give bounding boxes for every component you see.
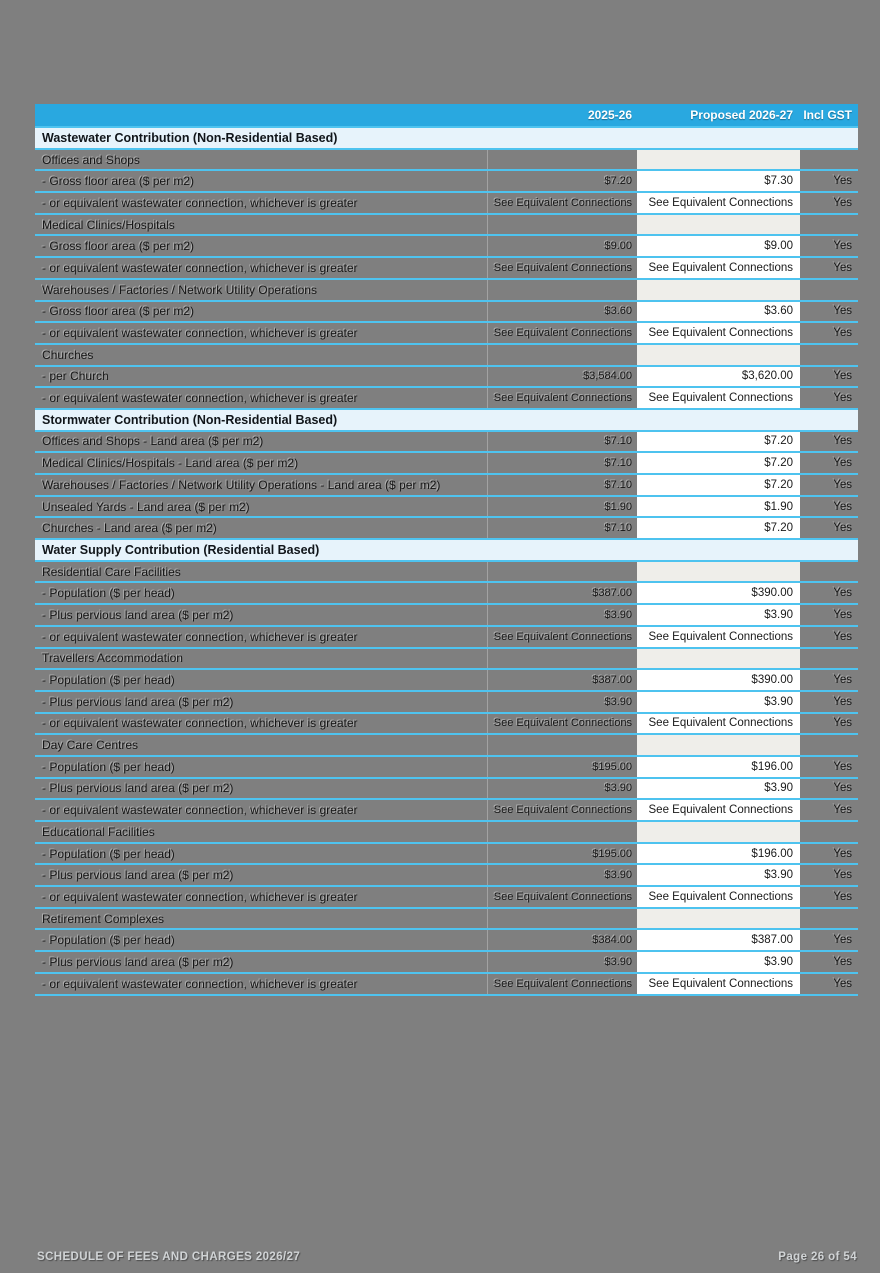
fee-proposed-2026-27-value: $7.20 — [637, 518, 800, 538]
fee-description: - Plus pervious land area ($ per m2) — [35, 605, 488, 625]
fee-incl-gst-flag: Yes — [833, 522, 852, 535]
fee-2025-26-value: See Equivalent Connections — [493, 630, 632, 643]
fee-proposed-2026-27-value: $390.00 — [637, 583, 800, 603]
fee-2025-26-value — [488, 150, 637, 170]
fee-incl-gst-flag: Yes — [833, 457, 852, 470]
fee-description: - Population ($ per head) — [35, 844, 488, 864]
fee-2025-26-value — [488, 345, 637, 365]
fee-2025-26-value: $7.10 — [604, 457, 632, 470]
fee-row — [35, 974, 858, 996]
fee-row — [35, 518, 858, 540]
fee-incl-gst-flag: Yes — [833, 717, 852, 730]
fee-description: - or equivalent wastewater connection, whichever is greater — [35, 388, 488, 408]
fee-row — [35, 757, 858, 779]
fee-proposed-2026-27-value: See Equivalent Connections — [637, 388, 800, 408]
fee-2025-26-value: See Equivalent Connections — [493, 327, 632, 340]
fee-row — [35, 844, 858, 866]
fee-2025-26-value: See Equivalent Connections — [493, 392, 632, 405]
category-label: Offices and Shops — [35, 150, 488, 170]
fee-incl-gst-flag — [800, 735, 858, 755]
fee-2025-26-value: $384.00 — [592, 934, 632, 947]
fee-incl-gst-flag: Yes — [833, 695, 852, 708]
fee-incl-gst-flag: Yes — [833, 608, 852, 621]
fee-description: - Plus pervious land area ($ per m2) — [35, 865, 488, 885]
fee-2025-26-value: $3,584.00 — [583, 370, 632, 383]
fee-proposed-2026-27-value: See Equivalent Connections — [637, 627, 800, 647]
fee-2025-26-value — [488, 649, 637, 669]
fee-proposed-2026-27-value: $7.20 — [637, 475, 800, 495]
fee-proposed-2026-27-value: $7.20 — [637, 453, 800, 473]
fee-2025-26-value: $3.90 — [604, 695, 632, 708]
fee-description: - Population ($ per head) — [35, 757, 488, 777]
fee-description: - or equivalent wastewater connection, whichever is greater — [35, 258, 488, 278]
fee-incl-gst-flag: Yes — [833, 478, 852, 491]
category-row — [35, 735, 858, 757]
fee-description: Offices and Shops - Land area ($ per m2) — [35, 432, 488, 452]
fee-description: - Population ($ per head) — [35, 930, 488, 950]
fee-row — [35, 171, 858, 193]
fee-row — [35, 865, 858, 887]
fee-2025-26-value: $7.10 — [604, 522, 632, 535]
fee-incl-gst-flag: Yes — [833, 890, 852, 903]
fee-2025-26-value — [488, 562, 637, 582]
column-header-incl-gst: Incl GST — [803, 108, 852, 122]
fee-row — [35, 475, 858, 497]
fee-row — [35, 779, 858, 801]
category-row — [35, 150, 858, 172]
fee-proposed-2026-27-value: $3,620.00 — [637, 367, 800, 387]
fee-proposed-2026-27-value: See Equivalent Connections — [637, 714, 800, 734]
fee-incl-gst-flag — [800, 909, 858, 929]
fee-2025-26-value: See Equivalent Connections — [493, 890, 632, 903]
fee-row — [35, 302, 858, 324]
fee-2025-26-value: $3.90 — [604, 782, 632, 795]
fee-description: - Population ($ per head) — [35, 583, 488, 603]
fee-incl-gst-flag: Yes — [833, 435, 852, 448]
fee-proposed-2026-27-value: $387.00 — [637, 930, 800, 950]
fee-description: - Gross floor area ($ per m2) — [35, 171, 488, 191]
fee-2025-26-value: See Equivalent Connections — [493, 977, 632, 990]
fee-incl-gst-flag: Yes — [833, 804, 852, 817]
fee-row — [35, 432, 858, 454]
fee-proposed-2026-27-value: $390.00 — [637, 670, 800, 690]
fee-description: - or equivalent wastewater connection, whichever is greater — [35, 974, 488, 994]
fee-description: - per Church — [35, 367, 488, 387]
fee-row — [35, 236, 858, 258]
fee-proposed-2026-27-value: $3.90 — [637, 865, 800, 885]
section-header-row — [35, 540, 858, 562]
fee-2025-26-value: $195.00 — [592, 847, 632, 860]
fee-2025-26-value: $3.90 — [604, 869, 632, 882]
fee-2025-26-value: See Equivalent Connections — [493, 261, 632, 274]
fee-incl-gst-flag — [800, 150, 858, 170]
fee-2025-26-value: See Equivalent Connections — [493, 804, 632, 817]
fee-2025-26-value — [488, 280, 637, 300]
fee-incl-gst-flag: Yes — [833, 760, 852, 773]
fee-proposed-2026-27-value: $196.00 — [637, 844, 800, 864]
category-row — [35, 280, 858, 302]
fee-proposed-2026-27-value — [637, 735, 800, 755]
fee-2025-26-value — [488, 735, 637, 755]
category-label: Residential Care Facilities — [35, 562, 488, 582]
fee-incl-gst-flag: Yes — [833, 955, 852, 968]
footer-page-number: Page 26 of 54 — [778, 1251, 857, 1263]
table-header-row — [35, 104, 858, 128]
fee-2025-26-value — [488, 822, 637, 842]
fee-incl-gst-flag: Yes — [833, 977, 852, 990]
fee-row — [35, 930, 858, 952]
fee-description: - Plus pervious land area ($ per m2) — [35, 952, 488, 972]
fee-description: - Gross floor area ($ per m2) — [35, 236, 488, 256]
fee-incl-gst-flag: Yes — [833, 934, 852, 947]
fee-incl-gst-flag: Yes — [833, 869, 852, 882]
fee-incl-gst-flag — [800, 280, 858, 300]
fee-incl-gst-flag — [800, 649, 858, 669]
fee-incl-gst-flag: Yes — [833, 587, 852, 600]
fee-incl-gst-flag: Yes — [833, 196, 852, 209]
fee-description: - or equivalent wastewater connection, whichever is greater — [35, 627, 488, 647]
fee-incl-gst-flag: Yes — [833, 392, 852, 405]
fee-incl-gst-flag: Yes — [833, 370, 852, 383]
fee-incl-gst-flag — [800, 562, 858, 582]
fee-incl-gst-flag: Yes — [833, 305, 852, 318]
fee-proposed-2026-27-value: $1.90 — [637, 497, 800, 517]
fees-and-charges-table — [35, 104, 858, 996]
fee-proposed-2026-27-value — [637, 649, 800, 669]
fee-description: Warehouses / Factories / Network Utility Operations - Land area ($ per m2) — [35, 475, 488, 495]
fee-2025-26-value: $3.90 — [604, 955, 632, 968]
column-header-proposed-2026-27: Proposed 2026-27 — [690, 108, 793, 122]
fee-description: - or equivalent wastewater connection, whichever is greater — [35, 800, 488, 820]
fee-proposed-2026-27-value: See Equivalent Connections — [637, 887, 800, 907]
fee-row — [35, 193, 858, 215]
fee-proposed-2026-27-value: See Equivalent Connections — [637, 258, 800, 278]
fee-row — [35, 627, 858, 649]
fee-2025-26-value: $3.90 — [604, 608, 632, 621]
fee-row — [35, 714, 858, 736]
fee-row — [35, 692, 858, 714]
fee-incl-gst-flag: Yes — [833, 261, 852, 274]
section-title: Water Supply Contribution (Residential Based) — [42, 542, 320, 557]
column-header-2025-26: 2025-26 — [587, 108, 632, 122]
fee-incl-gst-flag: Yes — [833, 782, 852, 795]
fee-2025-26-value: $7.10 — [604, 435, 632, 448]
fee-row — [35, 497, 858, 519]
fee-proposed-2026-27-value — [637, 215, 800, 235]
fee-row — [35, 952, 858, 974]
fee-incl-gst-flag: Yes — [833, 847, 852, 860]
category-label: Day Care Centres — [35, 735, 488, 755]
fee-2025-26-value: $195.00 — [592, 760, 632, 773]
section-title: Wastewater Contribution (Non-Residential Based) — [42, 130, 338, 145]
page-footer — [37, 1251, 857, 1263]
fee-row — [35, 453, 858, 475]
category-label: Warehouses / Factories / Network Utility Operations — [35, 280, 488, 300]
fee-description: - or equivalent wastewater connection, whichever is greater — [35, 323, 488, 343]
fee-description: - or equivalent wastewater connection, whichever is greater — [35, 887, 488, 907]
fee-row — [35, 388, 858, 410]
fee-row — [35, 367, 858, 389]
fee-2025-26-value: $1.90 — [604, 500, 632, 513]
fee-proposed-2026-27-value: $3.90 — [637, 605, 800, 625]
fee-incl-gst-flag: Yes — [833, 327, 852, 340]
fee-2025-26-value: $3.60 — [604, 305, 632, 318]
section-title: Stormwater Contribution (Non-Residential Based) — [42, 412, 338, 427]
fee-incl-gst-flag — [800, 215, 858, 235]
fee-description: Medical Clinics/Hospitals - Land area ($ per m2) — [35, 453, 488, 473]
category-label: Travellers Accommodation — [35, 649, 488, 669]
fee-incl-gst-flag — [800, 345, 858, 365]
fee-proposed-2026-27-value: $3.90 — [637, 692, 800, 712]
fee-incl-gst-flag: Yes — [833, 175, 852, 188]
fee-proposed-2026-27-value: See Equivalent Connections — [637, 193, 800, 213]
fee-incl-gst-flag: Yes — [833, 240, 852, 253]
category-label: Educational Facilities — [35, 822, 488, 842]
fee-2025-26-value: $7.10 — [604, 478, 632, 491]
fee-2025-26-value: $387.00 — [592, 674, 632, 687]
fee-description: - or equivalent wastewater connection, whichever is greater — [35, 714, 488, 734]
category-row — [35, 562, 858, 584]
fee-row — [35, 605, 858, 627]
fee-incl-gst-flag: Yes — [833, 674, 852, 687]
fee-proposed-2026-27-value: $3.90 — [637, 952, 800, 972]
table-body — [35, 128, 858, 996]
fee-2025-26-value: $9.00 — [604, 240, 632, 253]
fee-row — [35, 583, 858, 605]
fee-2025-26-value: See Equivalent Connections — [493, 717, 632, 730]
fee-proposed-2026-27-value: $3.60 — [637, 302, 800, 322]
fee-proposed-2026-27-value — [637, 345, 800, 365]
fee-description: - or equivalent wastewater connection, whichever is greater — [35, 193, 488, 213]
fee-row — [35, 323, 858, 345]
fee-row — [35, 887, 858, 909]
category-label: Churches — [35, 345, 488, 365]
category-row — [35, 649, 858, 671]
category-row — [35, 822, 858, 844]
fee-proposed-2026-27-value: $3.90 — [637, 779, 800, 799]
category-row — [35, 909, 858, 931]
fee-2025-26-value — [488, 909, 637, 929]
fee-2025-26-value — [488, 215, 637, 235]
fee-proposed-2026-27-value: $196.00 — [637, 757, 800, 777]
category-row — [35, 215, 858, 237]
fee-row — [35, 800, 858, 822]
fee-2025-26-value: $387.00 — [592, 587, 632, 600]
fee-proposed-2026-27-value — [637, 280, 800, 300]
fee-proposed-2026-27-value — [637, 562, 800, 582]
fee-description: - Plus pervious land area ($ per m2) — [35, 692, 488, 712]
category-row — [35, 345, 858, 367]
fee-proposed-2026-27-value — [637, 822, 800, 842]
fee-description: Churches - Land area ($ per m2) — [35, 518, 488, 538]
fee-incl-gst-flag: Yes — [833, 500, 852, 513]
fee-incl-gst-flag: Yes — [833, 630, 852, 643]
section-header-row — [35, 410, 858, 432]
fee-proposed-2026-27-value: See Equivalent Connections — [637, 800, 800, 820]
fee-proposed-2026-27-value: $7.20 — [637, 432, 800, 452]
fee-proposed-2026-27-value: See Equivalent Connections — [637, 323, 800, 343]
fee-2025-26-value: See Equivalent Connections — [493, 196, 632, 209]
fee-description: - Plus pervious land area ($ per m2) — [35, 779, 488, 799]
fee-row — [35, 258, 858, 280]
fee-proposed-2026-27-value: See Equivalent Connections — [637, 974, 800, 994]
fee-proposed-2026-27-value — [637, 909, 800, 929]
fee-description: Unsealed Yards - Land area ($ per m2) — [35, 497, 488, 517]
fee-description: - Population ($ per head) — [35, 670, 488, 690]
fee-description: - Gross floor area ($ per m2) — [35, 302, 488, 322]
fee-proposed-2026-27-value — [637, 150, 800, 170]
fee-proposed-2026-27-value: $7.30 — [637, 171, 800, 191]
fee-row — [35, 670, 858, 692]
fee-2025-26-value: $7.20 — [604, 175, 632, 188]
category-label: Retirement Complexes — [35, 909, 488, 929]
fee-incl-gst-flag — [800, 822, 858, 842]
section-header-row — [35, 128, 858, 150]
footer-document-title: SCHEDULE OF FEES AND CHARGES 2026/27 — [37, 1251, 301, 1263]
category-label: Medical Clinics/Hospitals — [35, 215, 488, 235]
fee-proposed-2026-27-value: $9.00 — [637, 236, 800, 256]
